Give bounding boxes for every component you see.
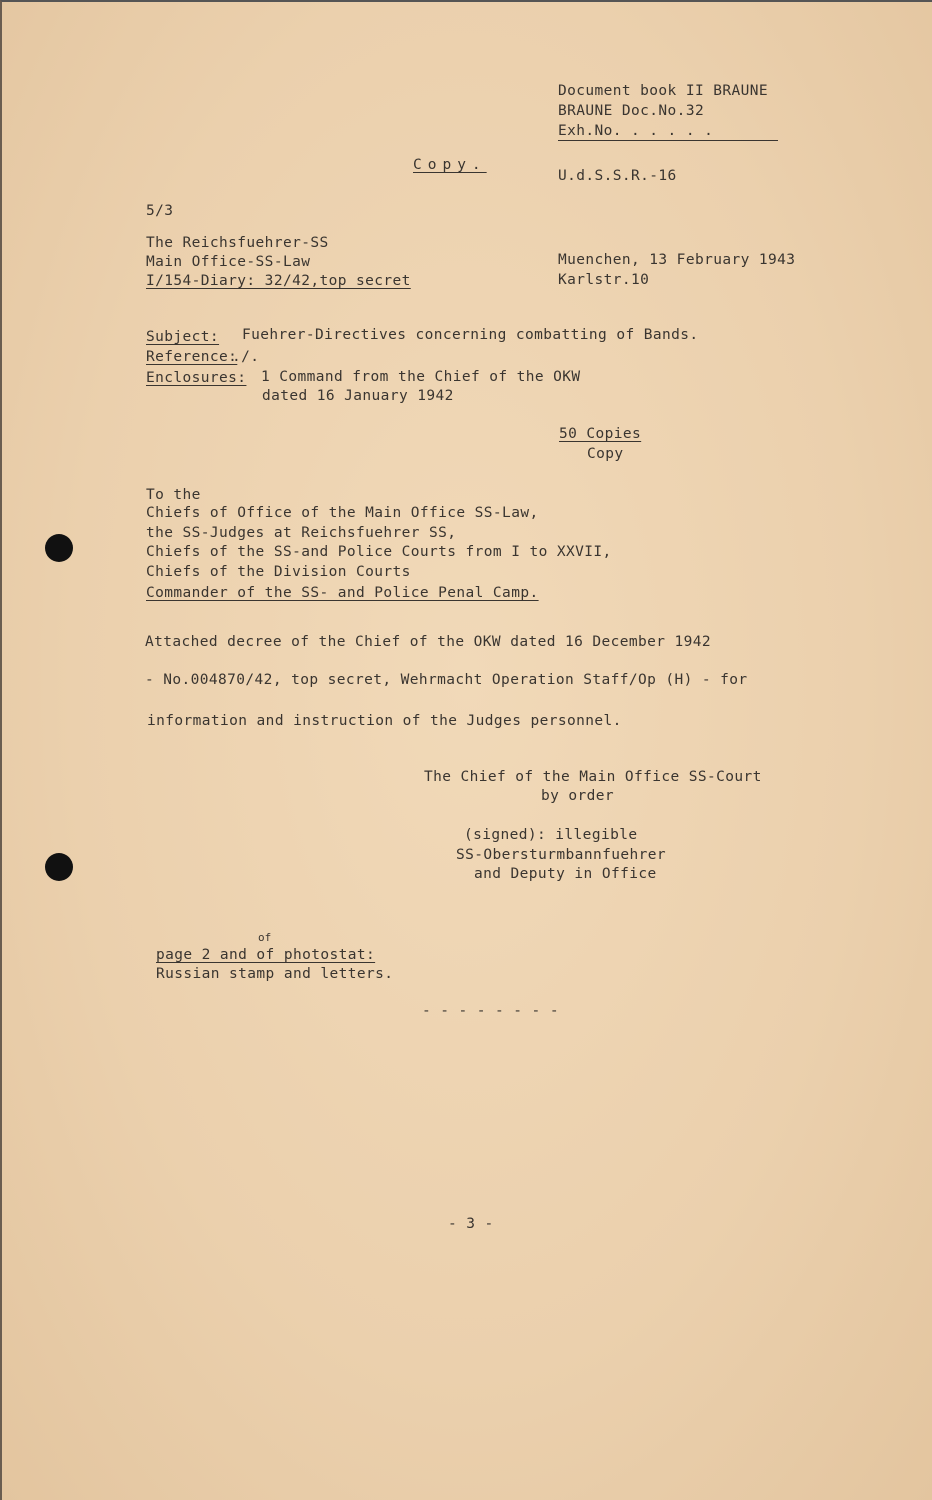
reference-text: ./. — [232, 349, 260, 365]
recipients-line-3: the SS-Judges at Reichsfuehrer SS, — [146, 525, 457, 541]
footnote-line-2: Russian stamp and letters. — [156, 966, 394, 982]
signature-line-5: and Deputy in Office — [474, 866, 657, 882]
signature-line-2: by order — [541, 788, 615, 804]
signature-line-3: (signed): illegible — [464, 827, 638, 843]
punch-hole-top — [45, 534, 73, 562]
body-line-3: information and instruction of the Judges personnel. — [147, 713, 622, 729]
recipients-line-1: To the — [146, 487, 201, 503]
recipients-line-5: Chiefs of the Division Courts — [146, 564, 411, 580]
subject-label: Subject: — [146, 329, 220, 345]
page-number: - 3 - — [448, 1216, 494, 1232]
header-exhibit-number: Exh.No. . . . . . — [558, 123, 714, 139]
separator-dashes: - - - - - - - - — [422, 1003, 559, 1019]
header-doc-book: Document book II BRAUNE — [558, 83, 768, 99]
header-doc-number: BRAUNE Doc.No.32 — [558, 103, 705, 119]
enclosures-text-1: 1 Command from the Chief of the OKW — [261, 369, 581, 385]
copies-label: Copy — [587, 446, 624, 462]
subject-text: Fuehrer-Directives concerning combatting of Bands. — [242, 327, 699, 343]
sender-line-2: Main Office-SS-Law — [146, 254, 311, 270]
enclosures-label: Enclosures: — [146, 370, 247, 386]
recipients-line-4: Chiefs of the SS-and Police Courts from I to XXVII, — [146, 544, 612, 560]
copies-count: 50 Copies — [559, 426, 642, 442]
body-line-1: Attached decree of the Chief of the OKW dated 16 December 1942 — [145, 634, 712, 650]
place-date: Muenchen, 13 February 1943 — [558, 252, 796, 268]
recipients-line-6: Commander of the SS- and Police Penal Camp. — [146, 585, 539, 601]
signature-line-4: SS-Obersturmbannfuehrer — [456, 847, 666, 863]
recipients-line-2: Chiefs of Office of the Main Office SS-Law, — [146, 505, 539, 521]
reference-code: 5/3 — [146, 203, 174, 219]
signature-line-1: The Chief of the Main Office SS-Court — [424, 769, 762, 785]
sender-diary-line: I/154-Diary: 32/42,top secret — [146, 273, 411, 289]
body-line-2: - No.004870/42, top secret, Wehrmacht Operation Staff/Op (H) - for — [145, 672, 748, 688]
enclosures-text-2: dated 16 January 1942 — [262, 388, 454, 404]
footnote-correction: of — [258, 931, 272, 944]
footnote-line-1: page 2 and of photostat: — [156, 947, 376, 963]
sender-line-1: The Reichsfuehrer-SS — [146, 235, 329, 251]
street-address: Karlstr.10 — [558, 272, 650, 288]
reference-label: Reference: — [146, 349, 238, 365]
punch-hole-bottom — [45, 853, 73, 881]
udssr-number: U.d.S.S.R.-16 — [558, 168, 677, 184]
exhibit-underline — [558, 140, 778, 141]
copy-mark: Copy. — [413, 157, 487, 173]
